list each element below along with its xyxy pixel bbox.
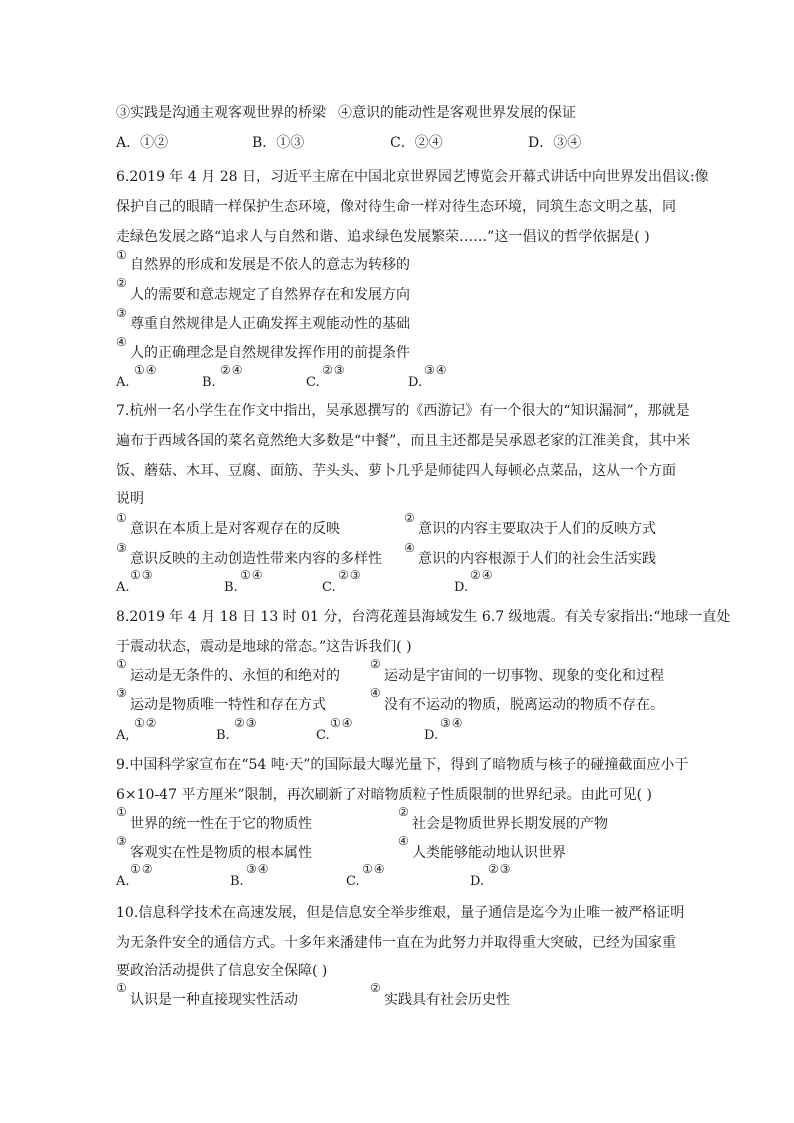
q8-option-c-nums: ①④ (330, 716, 354, 730)
q8-statement-3: 运动是物质唯一特性和存在方式 (130, 697, 326, 713)
q7-statement-1: 意识在本质上是对客观存在的反映 (130, 521, 340, 537)
q6-statement-4: 人的正确理念是自然规律发挥作用的前提条件 (130, 345, 410, 361)
q6-option-b-nums: ②④ (220, 363, 244, 377)
q8-option-d-nums: ③④ (440, 716, 464, 730)
q10-statement-1: 认识是一种直接现实性活动 (130, 992, 298, 1008)
q8-option-d: D. (424, 728, 439, 743)
q6-marker-2: ② (116, 276, 127, 290)
q7-option-b-nums: ①④ (240, 568, 264, 582)
q9-statement-4: 人类能够能动地认识世界 (412, 845, 566, 861)
q7-marker-4: ④ (404, 541, 415, 555)
q6-marker-4: ④ (116, 335, 127, 349)
statement-3: ③实践是沟通主观客观世界的桥梁 (116, 105, 326, 121)
option-c: C．②④ (390, 135, 443, 151)
q6-option-c: C. (306, 375, 320, 390)
q7-marker-1: ① (116, 511, 127, 525)
q8-stem-line-1: 8.2019 年 4 月 18 日 13 时 01 分，台湾花莲县海域发生 6.7 级地震。有关专家指出:“地球一直处 (116, 609, 731, 625)
q8-marker-2: ② (370, 657, 381, 671)
q6-option-c-nums: ②③ (322, 363, 346, 377)
option-d: D．③④ (528, 135, 582, 151)
q6-option-d: D. (408, 375, 423, 390)
q9-stem-line-1: 9.中国科学家宣布在“54 吨·天”的国际最大曝光量下，得到了暗物质与核子的碰撞截面应小于 (116, 757, 689, 773)
q6-option-d-nums: ③④ (424, 363, 448, 377)
q9-option-d-nums: ②③ (488, 862, 512, 876)
q9-option-b: B. (230, 874, 244, 889)
q10-stem-line-3: 要政治活动提供了信息安全保障( ) (116, 963, 328, 979)
q6-option-b: B. (202, 375, 216, 390)
q9-option-a: A. (116, 874, 130, 889)
q6-option-a-nums: ①④ (134, 363, 158, 377)
q8-marker-4: ④ (370, 686, 381, 700)
q7-marker-2: ② (404, 511, 415, 525)
q9-statement-1: 世界的统一性在于它的物质性 (130, 816, 312, 832)
q7-statement-3: 意识反映的主动创造性带来内容的多样性 (130, 551, 382, 567)
q8-option-c: C. (316, 728, 330, 743)
q9-option-c-nums: ①④ (362, 862, 386, 876)
q8-marker-3: ③ (116, 686, 127, 700)
option-b: B．①③ (252, 135, 305, 151)
q10-marker-1: ① (116, 981, 127, 995)
q9-marker-4: ④ (398, 834, 409, 848)
option-a: A．①② (116, 135, 169, 151)
q9-option-b-nums: ③④ (246, 862, 270, 876)
q7-statement-2: 意识的内容主要取决于人们的反映方式 (418, 521, 656, 537)
q10-stem-line-2: 为无条件安全的通信方式。十多年来潘建伟一直在为此努力并取得重大突破，已经为国家重 (116, 935, 676, 951)
q7-option-d-nums: ②④ (470, 568, 494, 582)
q9-option-c: C. (346, 874, 360, 889)
q8-statement-2: 运动是宇宙间的一切事物、现象的变化和过程 (384, 668, 664, 684)
q8-option-b-nums: ②③ (234, 716, 258, 730)
q6-statement-3: 尊重自然规律是人正确发挥主观能动性的基础 (130, 316, 410, 332)
q7-stem-line-3: 饭、蘑菇、木耳、豆腐、面筋、芋头头、萝卜几乎是师徒四人每顿必点菜品，这从一个方面 (116, 463, 676, 479)
q7-option-d: D. (454, 580, 469, 595)
q7-option-a: A. (116, 580, 130, 595)
q7-marker-3: ③ (116, 541, 127, 555)
q8-marker-1: ① (116, 657, 127, 671)
q9-stem-line-2: 6×10-47 平方厘米”限制，再次刷新了对暗物质粒子性质限制的世界纪录。由此可见( ) (116, 787, 652, 803)
q7-stem-line-4: 说明 (116, 491, 144, 507)
q9-statement-2: 社会是物质世界长期发展的产物 (412, 816, 608, 832)
q6-stem-line-1: 6.2019 年 4 月 28 日，习近平主席在中国北京世界园艺博览会开幕式讲话中向世界发出倡议:像 (116, 169, 709, 185)
q9-marker-3: ③ (116, 834, 127, 848)
q9-statement-3: 客观实在性是物质的根本属性 (130, 845, 312, 861)
q9-option-a-nums: ①② (130, 862, 154, 876)
q7-stem-line-2: 遍布于西域各国的菜名竟然绝大多数是“中餐”，而且主还都是吴承恩老家的江淮美食，其中米 (116, 433, 691, 449)
q8-option-b: B. (216, 728, 230, 743)
q8-option-a-nums: ①② (134, 716, 158, 730)
statement-4: ④意识的能动性是客观世界发展的保证 (338, 105, 576, 121)
q9-marker-2: ② (398, 805, 409, 819)
q7-stem-line-1: 7.杭州一名小学生在作文中指出，吴承恩撰写的《西游记》有一个很大的“知识漏洞”，那就是 (116, 403, 690, 419)
q8-option-a: A, (116, 728, 130, 743)
q9-marker-1: ① (116, 805, 127, 819)
q6-option-a: A. (116, 375, 130, 390)
q10-statement-2: 实践具有社会历史性 (384, 992, 510, 1008)
q7-option-c: C. (322, 580, 336, 595)
q8-statement-4: 没有不运动的物质，脱离运动的物质不存在。 (384, 697, 664, 713)
q6-statement-2: 人的需要和意志规定了自然界存在和发展方向 (130, 287, 410, 303)
q6-marker-1: ① (116, 248, 127, 262)
q10-stem-line-1: 10.信息科学技术在高速发展，但是信息安全举步维艰，量子通信是迄今为止唯一被严格证明 (116, 905, 685, 921)
q7-option-c-nums: ②③ (338, 568, 362, 582)
q6-statement-1: 自然界的形成和发展是不依人的意志为转移的 (130, 257, 410, 273)
q8-statement-1: 运动是无条件的、永恒的和绝对的 (130, 668, 340, 684)
q7-option-a-nums: ①③ (130, 568, 154, 582)
q8-stem-line-2: 于震动状态，震动是地球的常态。”这告诉我们( ) (116, 639, 412, 655)
q6-marker-3: ③ (116, 306, 127, 320)
q9-option-d: D. (470, 874, 485, 889)
q7-option-b: B. (224, 580, 238, 595)
q6-stem-line-2: 保护自己的眼睛一样保护生态环境，像对待生命一样对待生态环境，同筑生态文明之基，同 (116, 199, 676, 215)
q10-marker-2: ② (370, 981, 381, 995)
q6-stem-line-3: 走绿色发展之路“追求人与自然和谐、追求绿色发展繁荣……”这一倡议的哲学依据是( ) (116, 229, 650, 245)
q7-statement-4: 意识的内容根源于人们的社会生活实践 (418, 551, 656, 567)
